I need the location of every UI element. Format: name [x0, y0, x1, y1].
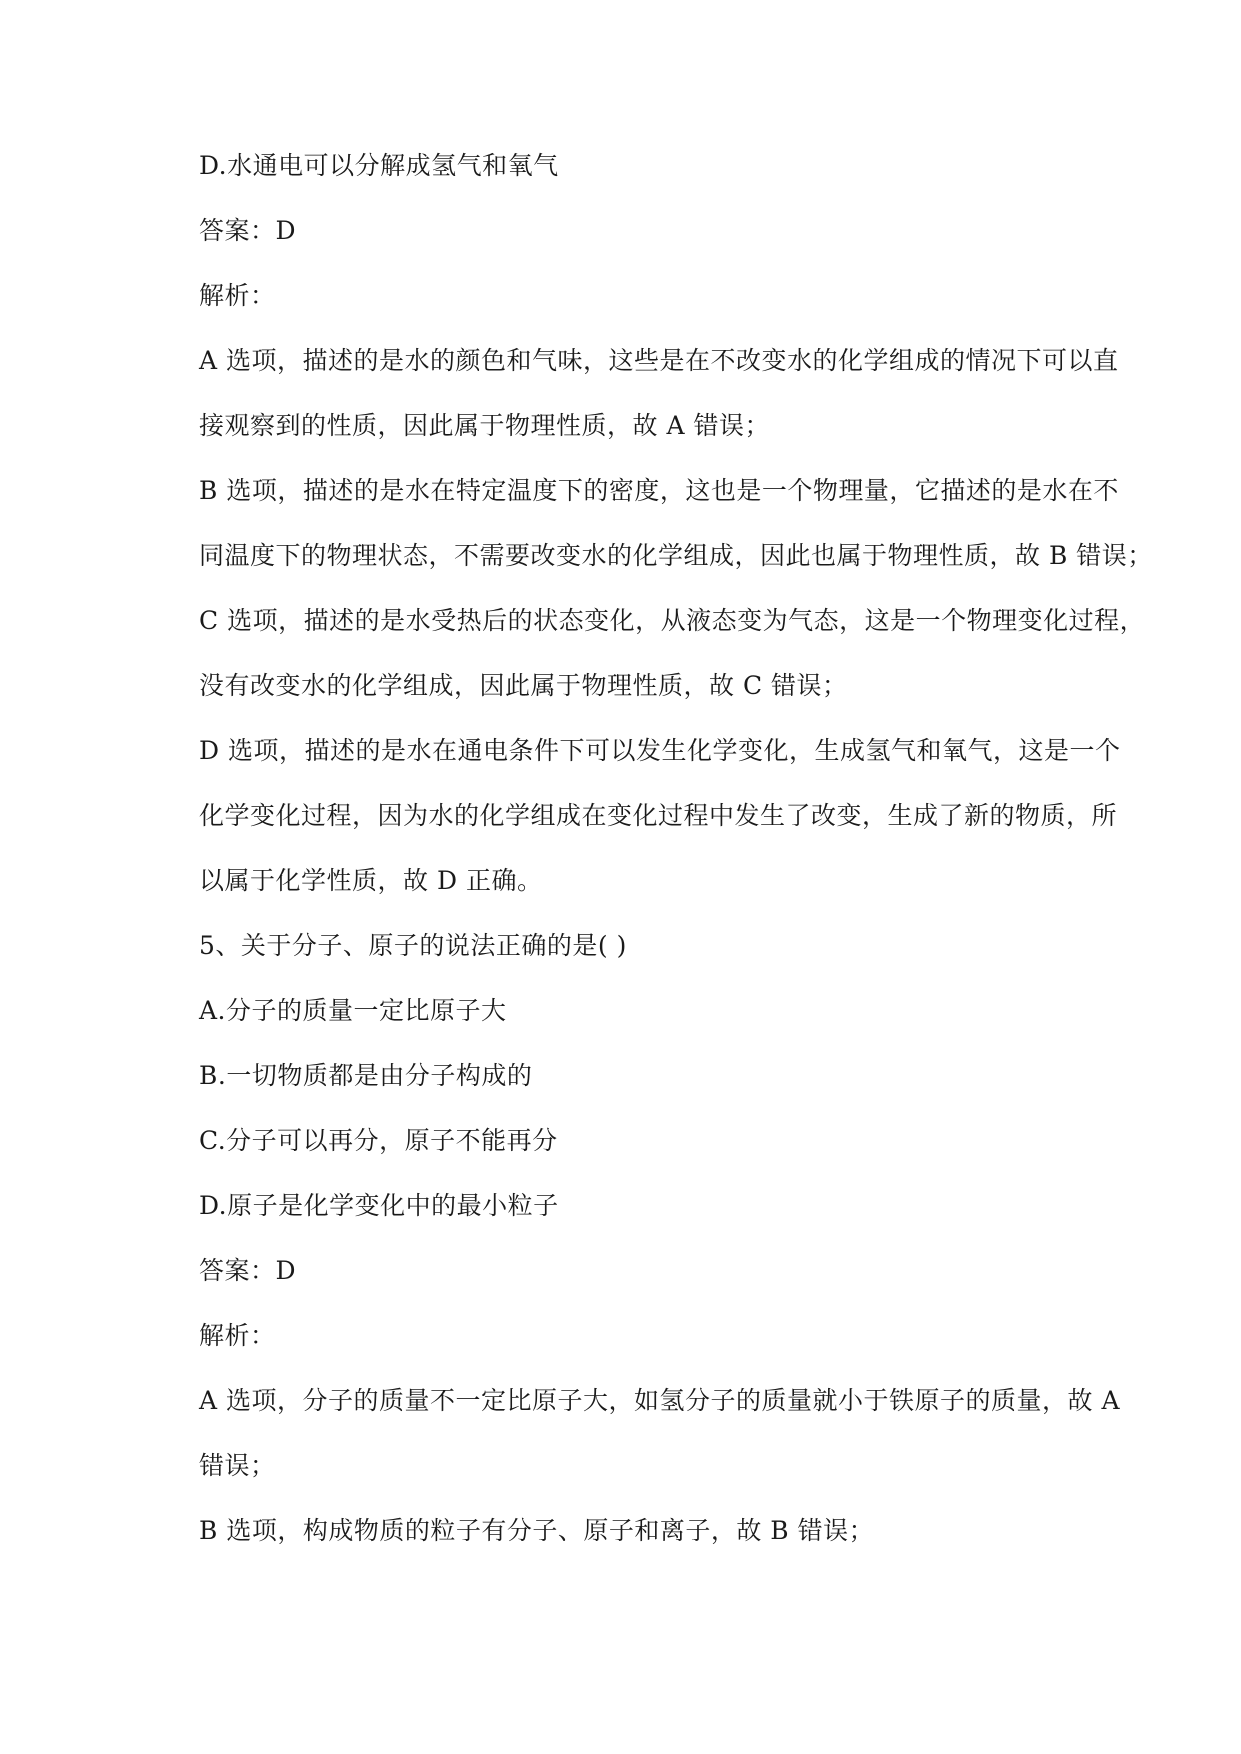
analysis-line: 没有改变水的化学组成，因此属于物理性质，故 C 错误；	[199, 671, 848, 700]
option-a-line: A.分子的质量一定比原子大	[199, 996, 507, 1025]
analysis-line: 错误；	[199, 1451, 276, 1480]
analysis-line: C 选项，描述的是水受热后的状态变化，从液态变为气态，这是一个物理变化过程，	[199, 606, 1146, 635]
analysis-line: A 选项，描述的是水的颜色和气味，这些是在不改变水的化学组成的情况下可以直	[199, 346, 1119, 375]
analysis-line: 同温度下的物理状态，不需要改变水的化学组成，因此也属于物理性质，故 B 错误；	[199, 541, 1153, 570]
analysis-line: 以属于化学性质，故 D 正确。	[199, 866, 543, 895]
analysis-line: B 选项，描述的是水在特定温度下的密度，这也是一个物理量，它描述的是水在不	[199, 476, 1119, 505]
analysis-line: D 选项，描述的是水在通电条件下可以发生化学变化，生成氢气和氧气，这是一个	[199, 736, 1121, 765]
analysis-heading: 解析：	[199, 281, 276, 310]
option-d-line: D.原子是化学变化中的最小粒子	[199, 1191, 559, 1220]
answer-line: 答案：D	[199, 1256, 297, 1285]
analysis-line: 接观察到的性质，因此属于物理性质，故 A 错误；	[199, 411, 770, 440]
question-line: 5、关于分子、原子的说法正确的是( )	[199, 931, 627, 960]
option-b-line: B.一切物质都是由分子构成的	[199, 1061, 533, 1090]
analysis-line: B 选项，构成物质的粒子有分子、原子和离子，故 B 错误；	[199, 1516, 875, 1545]
option-c-line: C.分子可以再分，原子不能再分	[199, 1126, 558, 1155]
analysis-heading: 解析：	[199, 1321, 276, 1350]
analysis-line: 化学变化过程，因为水的化学组成在变化过程中发生了改变，生成了新的物质，所	[199, 801, 1118, 830]
answer-line: 答案：D	[199, 216, 297, 245]
analysis-line: A 选项，分子的质量不一定比原子大，如氢分子的质量就小于铁原子的质量，故 A	[199, 1386, 1121, 1415]
option-d-line: D.水通电可以分解成氢气和氧气	[199, 151, 559, 180]
